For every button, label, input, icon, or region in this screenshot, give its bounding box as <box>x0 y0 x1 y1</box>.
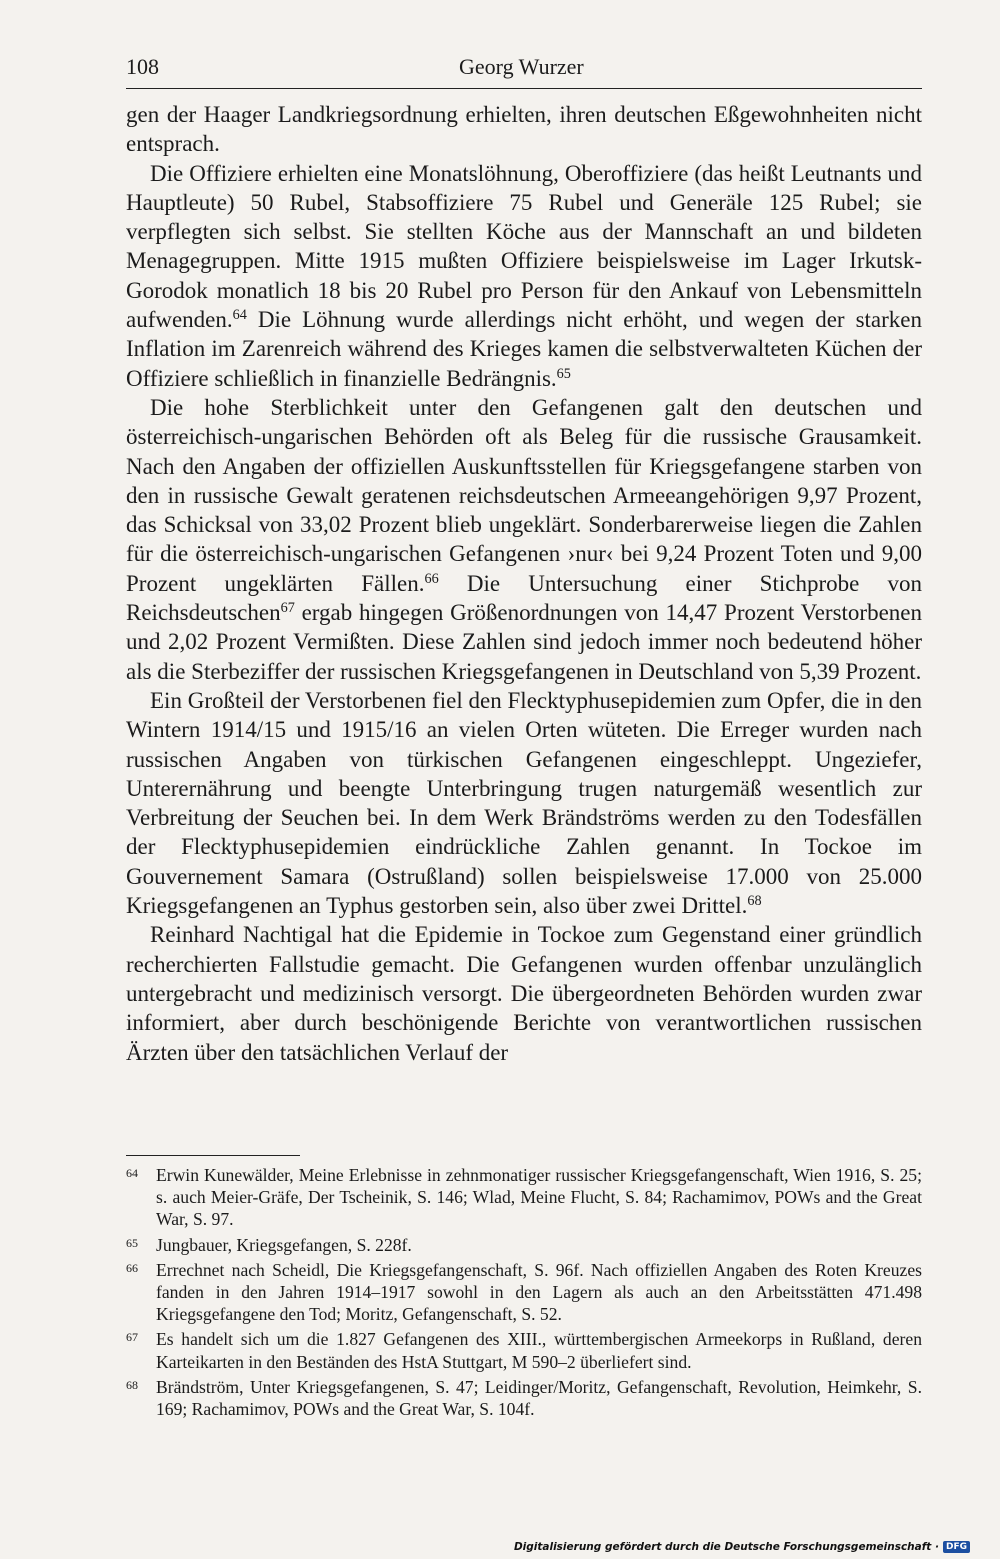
footnote-text: Jungbauer, Kriegsgefangen, S. 228f. <box>156 1234 412 1255</box>
footnote-number: 65 <box>126 1235 138 1250</box>
footnote-number: 67 <box>126 1330 138 1345</box>
footnote-number: 64 <box>126 1166 138 1180</box>
footnote-number: 68 <box>126 1377 138 1392</box>
footnote-ref-65: 65 <box>556 365 571 382</box>
running-head: Georg Wurzer <box>459 54 584 79</box>
footnote-text: Erwin Kunewälder, Meine Erlebnisse in zehnmonatiger russischer Kriegsgefangenschaft, Wien 1916, S. 25; s. auch Meier-Gräfe, Der Tscheinik, S. 146; Wlad, Meine Flucht, S. 84; Rachamimov, POWs and the Great War, S. 97. <box>156 1165 922 1230</box>
digitization-credit <box>514 1541 970 1553</box>
paragraph-continuation: gen der Haager Landkriegsordnung erhielten, ihren deutschen Eßgewohnheiten nicht entsprach. <box>126 102 922 157</box>
dfg-logo-icon: DFG <box>943 1541 970 1553</box>
footnote-ref-68: 68 <box>747 893 762 910</box>
footnote-ref-67: 67 <box>280 600 295 617</box>
footnote-65 <box>126 1234 922 1256</box>
footnote-text: Es handelt sich um die 1.827 Gefangenen des XIII., württembergischen Armeekorps in Rußland, deren Karteikarten in den Beständen des HstA Stuttgart, M 590–2 überliefert sind. <box>156 1329 922 1372</box>
credit-text: Digitalisierung gefördert durch die Deutsche Forschungsgemeinschaft · <box>513 1541 939 1553</box>
page-number: 108 <box>126 54 159 79</box>
footnote-number: 66 <box>126 1260 138 1275</box>
footnote-ref-66: 66 <box>424 570 439 587</box>
footnote-ref-64: 64 <box>232 307 247 324</box>
footnote-67 <box>126 1328 922 1372</box>
footnote-divider <box>126 1155 300 1156</box>
footnote-64 <box>126 1164 922 1231</box>
paragraph-mortality: Die hohe Sterblichkeit unter den Gefangenen galt den deutschen und österreichisch-ungarischen Behörden oft als Beleg für die russische Grausamkeit. Nach den Angaben der offiziellen Auskunftsstellen für Kriegsgefangene starben von den in russische Gewalt geratenen reichsdeutschen Armeeangehörigen 9,97 Prozent, das Schicksal von 33,02 Prozent blieb ungeklärt. Sonderbarerweise liegen die Zahlen für die österreichisch-ungarischen Gefangenen ›nur‹ bei 9,24 Prozent Toten und 9,00 Prozent ungeklärten Fällen.$^{66}$ Die Untersuchung einer Stichprobe von Reichsdeutschen$^{67}$ ergab hingegen Größenordnungen von 14,47 Prozent Verstorbenen und 2,02 Prozent Vermißten. Diese Zahlen sind jedoch immer noch bedeutend höher als die Sterbeziffer der russischen Kriegsgefangenen in Deutschland von 5,39 Prozent. <box>126 394 923 684</box>
footnotes <box>126 1164 922 1423</box>
paragraph-nachtigal: Reinhard Nachtigal hat die Epidemie in Tockoe zum Gegenstand einer gründlich recherchierten Fallstudie gemacht. Die Gefangenen wurden offenbar unzulänglich untergebracht und medizinisch versorgt. Die übergeordneten Behörden wurden zwar informiert, aber durch beschönigende Berichte von verantwortlichen russischen Ärzten über den tatsächlichen Verlauf der <box>126 922 922 1065</box>
footnote-text: Errechnet nach Scheidl, Die Kriegsgefangenschaft, S. 96f. Nach offiziellen Angaben des Roten Kreuzes fanden in den Jahren 1914–1917 sowohl in den Lagern als auch an den Arbeitsstätten 471.498 Kriegsgefangene den Tod; Moritz, Gefangenschaft, S. 52. <box>156 1259 922 1325</box>
footnote-text: Brändström, Unter Kriegsgefangenen, S. 47; Leidinger/Moritz, Gefangenschaft, Revolution, Heimkehr, S. 169; Rachamimov, POWs and the Great War, S. 104f. <box>156 1376 922 1420</box>
body-text <box>126 100 922 1067</box>
footnote-68 <box>126 1376 922 1420</box>
paragraph-typhus: Ein Großteil der Verstorbenen fiel den Flecktyphusepidemien zum Opfer, die in den Wintern 1914/15 und 1915/16 an vielen Orten wüteten. Die Erreger wurden nach russischen Angaben von türkischen Gefangenen eingeschleppt. Ungeziefer, Unterernährung und beengte Unterbringung trugen naturgemäß wesentlich zur Verbreitung der Seuchen bei. In dem Werk Brändströms werden zu den Todesfällen der Flecktyphusepidemien eindrückliche Zahlen genannt. In Tockoe im Gouvernement Samara (Ostrußland) sollen beispielsweise 17.000 von 25.000 Kriegsgefangenen an Typhus gestorben sein, also über zwei Drittel.$^{68}$ <box>126 687 922 919</box>
paragraph-officer-pay: Die Offiziere erhielten eine Monatslöhnung, Oberoffiziere (das heißt Leutnants und Hauptleute) 50 Rubel, Stabsoffiziere 75 Rubel und Generäle 125 Rubel; sie verpflegten sich selbst. Sie stellten Köche aus der Mannschaft an und bildeten Menagegruppen. Mitte 1915 mußten Offiziere beispielsweise im Lager Irkutsk-Gorodok monatlich 18 bis 20 Rubel pro Person für den Ankauf von Lebensmitteln aufwenden.$^{64}$ Die Löhnung wurde allerdings nicht erhöht, und wegen der starken Inflation im Zarenreich während des Krieges kamen die selbstverwalteten Küchen der Offiziere schließlich in finanzielle Bedrängnis.$^{65}$ <box>126 160 922 391</box>
page-header <box>126 52 922 89</box>
footnote-66 <box>126 1259 922 1326</box>
